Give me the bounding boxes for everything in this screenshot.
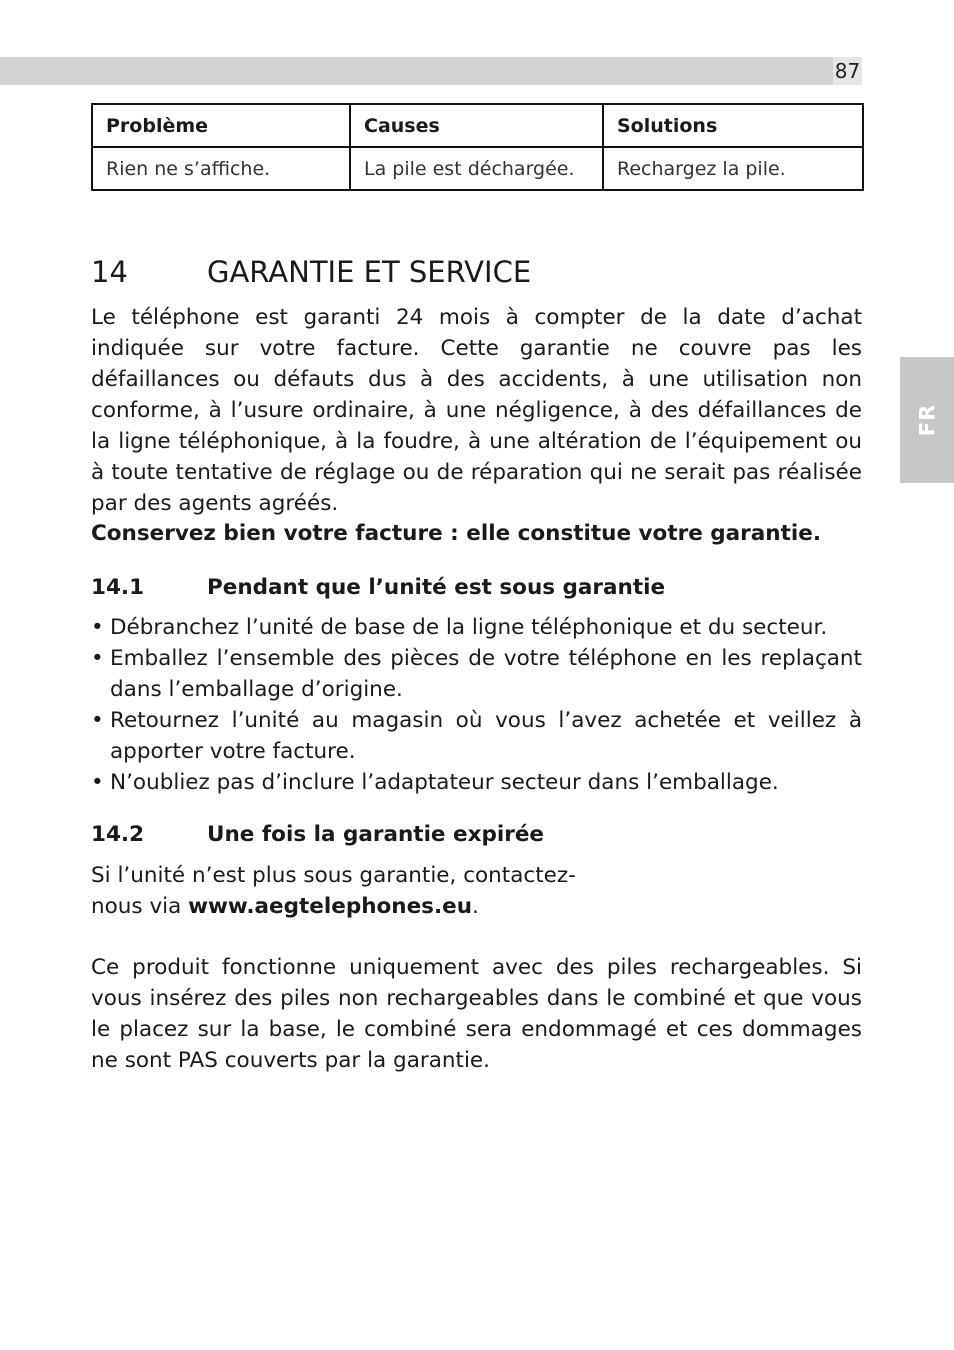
section-14-1-heading [91, 575, 665, 600]
table-header-problem: Problème [92, 104, 350, 147]
section-14-heading [91, 255, 531, 289]
section-14-2-heading [91, 822, 544, 847]
table-cell-problem: Rien ne s’affiche. [92, 147, 350, 190]
website-link[interactable]: www.aegtelephones.eu [188, 894, 473, 919]
table-cell-solution: Rechargez la pile. [603, 147, 863, 190]
warranty-steps-list [91, 612, 862, 798]
list-item: • Débranchez l’unité de base de la ligne téléphonique et du secteur. [91, 612, 862, 643]
language-tab [900, 357, 954, 483]
troubleshooting-table [91, 103, 864, 191]
section-14-2-title: Une fois la garantie expirée [207, 822, 544, 847]
contact-prefix: nous via [91, 894, 189, 919]
language-tab-label: FR [914, 403, 939, 437]
battery-paragraph: Ce produit fonctionne uniquement avec des piles rechargeables. Si vous insérez des piles non rechargeables dans le combiné et que vous le placez sur la base, le combiné sera endommagé et ces dommages ne sont PAS couverts par la garantie. [91, 955, 862, 1073]
page-number: 87 [834, 59, 861, 83]
table-header-row [92, 104, 863, 147]
warranty-paragraph: Le téléphone est garanti 24 mois à compter de la date d’achat indiquée sur votre facture. Cette garantie ne couvre pas les défaillances ou défauts dus à des accidents, à une utilisation non conforme, à l’usure ordinaire, à une négligence, à des défaillances de la ligne téléphonique, à la foudre, à une altération de l’équipement ou à toute tentative de réglage ou de réparation qui ne serait pas réalisée par des agents agréés. [91, 305, 862, 516]
table-row [92, 147, 863, 190]
contact-paragraph [91, 860, 862, 922]
section-14-1-number: 14.1 [91, 575, 145, 600]
header-bar [0, 57, 833, 85]
list-item: • N’oubliez pas d’inclure l’adaptateur secteur dans l’emballage. [91, 767, 862, 798]
table-cell-cause: La pile est déchargée. [350, 147, 603, 190]
list-item: • Retournez l’unité au magasin où vous l’avez achetée et veillez à apporter votre facture. [91, 705, 862, 767]
section-14-1-title: Pendant que l’unité est sous garantie [207, 575, 666, 600]
section-14-title: GARANTIE ET SERVICE [207, 255, 532, 289]
section-14-number: 14 [91, 255, 128, 289]
list-item: • Emballez l’ensemble des pièces de votre téléphone en les replaçant dans l’emballage d’origine. [91, 643, 862, 705]
contact-line-1: Si l’unité n’est plus sous garantie, contactez- [91, 863, 576, 888]
contact-suffix: . [472, 894, 479, 919]
table-header-solutions: Solutions [603, 104, 863, 147]
warranty-note: Conservez bien votre facture : elle constitue votre garantie. [91, 521, 821, 546]
section-14-2-number: 14.2 [91, 822, 145, 847]
table-header-causes: Causes [350, 104, 603, 147]
